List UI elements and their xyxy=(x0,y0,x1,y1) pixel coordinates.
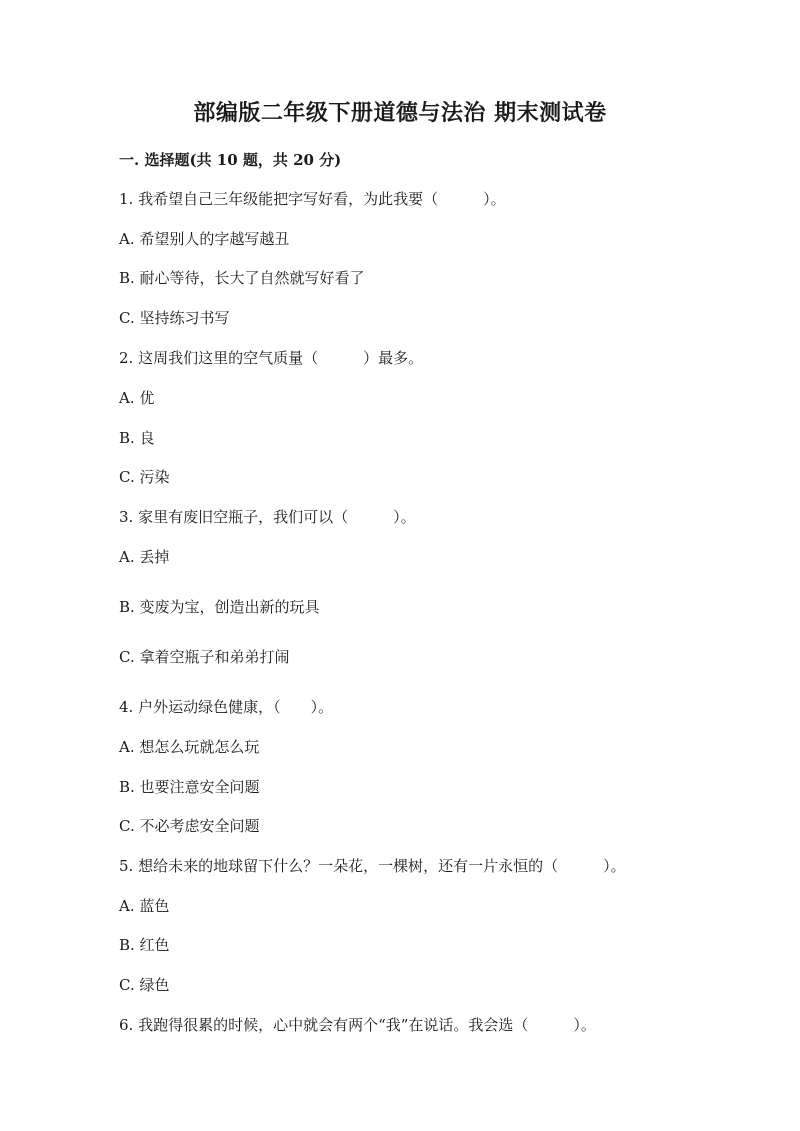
question-1-option-b: B. 耐心等待，长大了自然就写好看了 xyxy=(119,269,365,287)
question-2-option-a: A. 优 xyxy=(119,389,155,407)
question-3-option-a: A. 丢掉 xyxy=(119,548,170,566)
question-6-stem: 6. 我跑得很累的时候，心中就会有两个“我”在说话。我会选（ ）。 xyxy=(119,1016,596,1034)
question-4-option-b: B. 也要注意安全问题 xyxy=(119,778,260,796)
section-heading: 一. 选择题(共 10 题，共 20 分) xyxy=(119,151,342,169)
question-1-stem: 1. 我希望自己三年级能把字写好看，为此我要（ ）。 xyxy=(119,190,506,208)
question-4-option-c: C. 不必考虑安全问题 xyxy=(119,817,260,835)
question-2-stem: 2. 这周我们这里的空气质量（ ）最多。 xyxy=(119,349,424,367)
question-4-option-a: A. 想怎么玩就怎么玩 xyxy=(119,738,260,756)
question-1-option-a: A. 希望别人的字越写越丑 xyxy=(119,230,290,248)
question-3-stem: 3. 家里有废旧空瓶子，我们可以（ ）。 xyxy=(119,508,416,526)
page-title: 部编版二年级下册道德与法治 期末测试卷 xyxy=(193,100,607,126)
question-5-stem: 5. 想给未来的地球留下什么？一朵花，一棵树，还有一片永恒的（ ）。 xyxy=(119,857,626,875)
question-5-option-c: C. 绿色 xyxy=(119,976,170,994)
question-4-stem: 4. 户外运动绿色健康，（ ）。 xyxy=(119,698,334,716)
question-1-option-c: C. 坚持练习书写 xyxy=(119,309,230,327)
question-2-option-c: C. 污染 xyxy=(119,468,170,486)
question-5-option-a: A. 蓝色 xyxy=(119,897,170,915)
question-2-option-b: B. 良 xyxy=(119,429,155,447)
question-3-option-b: B. 变废为宝，创造出新的玩具 xyxy=(119,598,320,616)
question-5-option-b: B. 红色 xyxy=(119,936,170,954)
question-3-option-c: C. 拿着空瓶子和弟弟打闹 xyxy=(119,648,290,666)
